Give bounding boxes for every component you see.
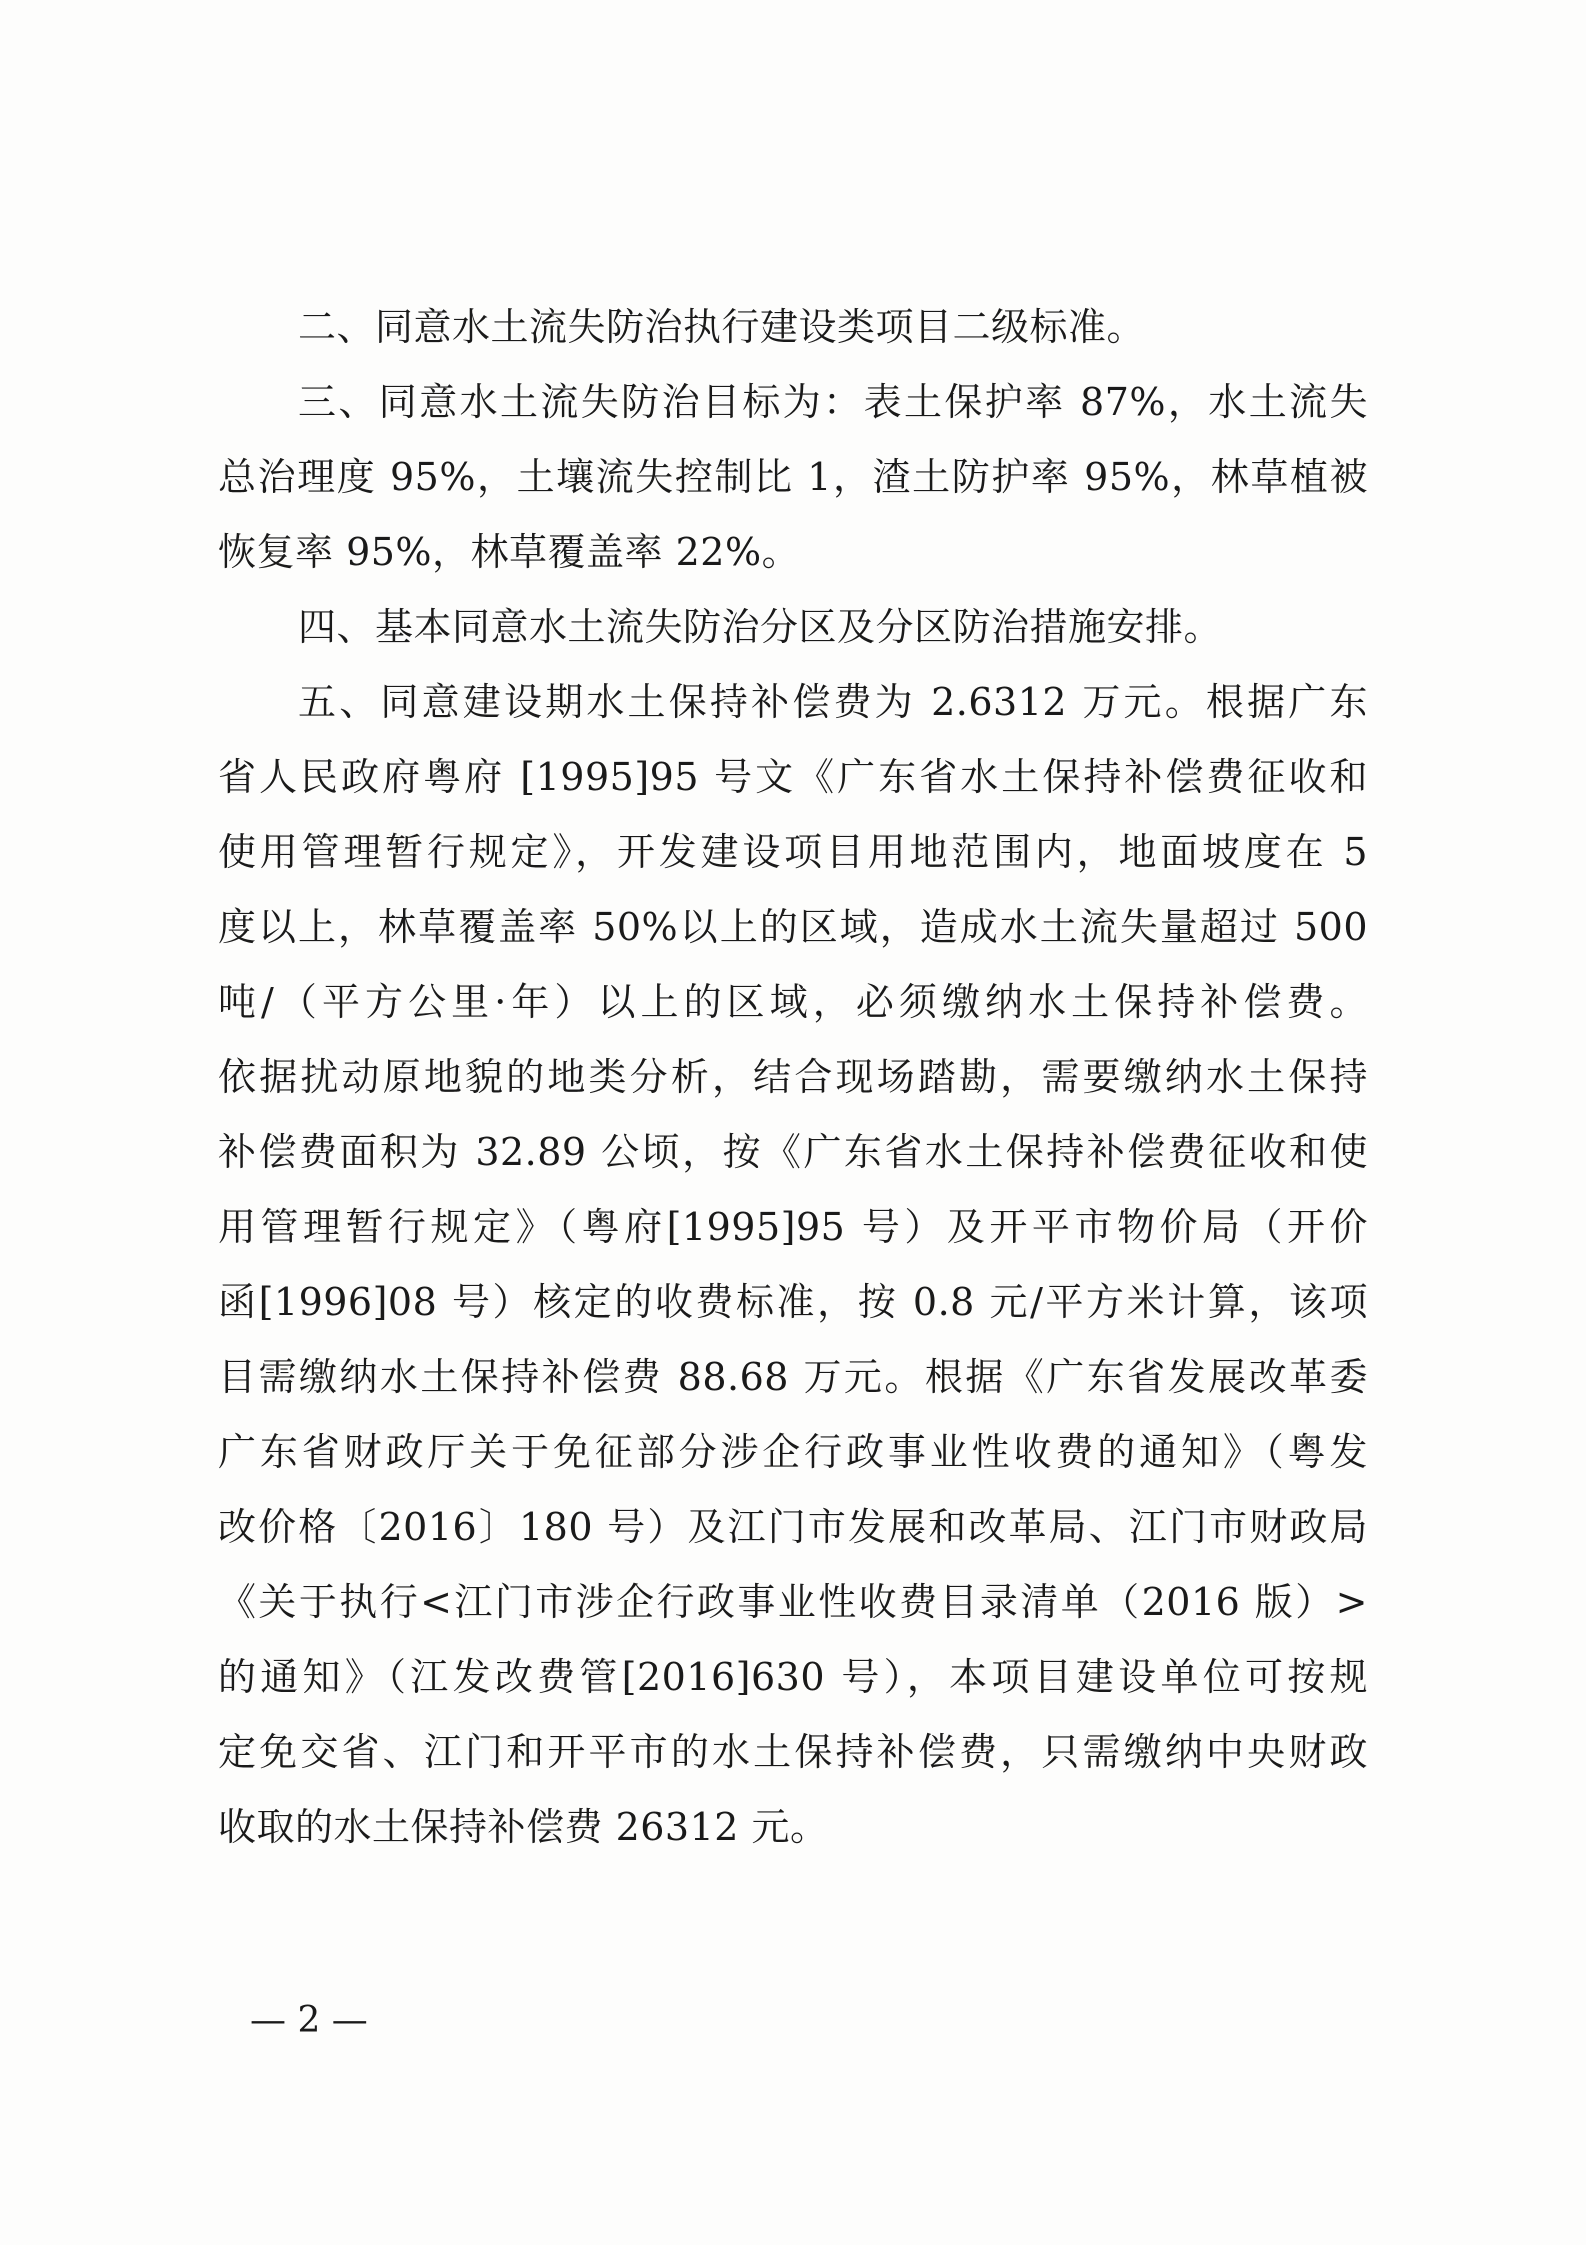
text-line: 吨/（平方公里·年）以上的区域，必须缴纳水土保持补偿费。 (218, 980, 1368, 1024)
text-line: 改价格〔2016〕180 号）及江门市发展和改革局、江门市财政局 (218, 1505, 1368, 1549)
text-line: 二、同意水土流失防治执行建设类项目二级标准。 (298, 305, 1146, 349)
text-line: 定免交省、江门和开平市的水土保持补偿费，只需缴纳中央财政 (218, 1730, 1368, 1774)
text-line: 五、同意建设期水土保持补偿费为 2.6312 万元。根据广东 (298, 680, 1368, 724)
text-line: 函[1996]08 号）核定的收费标准，按 0.8 元/平方米计算，该项 (218, 1280, 1368, 1324)
page-number: — 2 — (250, 2000, 368, 2041)
text-line: 收取的水土保持补偿费 26312 元。 (218, 1805, 829, 1849)
text-line: 依据扰动原地貌的地类分析，结合现场踏勘，需要缴纳水土保持 (218, 1055, 1368, 1099)
text-line: 《关于执行<江门市涉企行政事业性收费目录清单（2016 版）> (218, 1580, 1368, 1624)
text-line: 四、基本同意水土流失防治分区及分区防治措施安排。 (298, 605, 1223, 649)
text-line: 的通知》（江发改费管[2016]630 号），本项目建设单位可按规 (218, 1655, 1368, 1699)
text-line: 用管理暂行规定》（粤府[1995]95 号）及开平市物价局（开价 (218, 1205, 1368, 1249)
text-line: 广东省财政厅关于免征部分涉企行政事业性收费的通知》（粤发 (218, 1430, 1368, 1474)
text-line: 使用管理暂行规定》，开发建设项目用地范围内，地面坡度在 5 (218, 830, 1368, 874)
document-body (218, 290, 1368, 1865)
text-line: 总治理度 95%，土壤流失控制比 1，渣土防护率 95%，林草植被 (218, 455, 1368, 499)
text-line: 恢复率 95%，林草覆盖率 22%。 (218, 530, 801, 574)
text-line: 三、同意水土流失防治目标为：表土保护率 87%，水土流失 (298, 380, 1368, 424)
text-line: 补偿费面积为 32.89 公顷，按《广东省水土保持补偿费征收和使 (218, 1130, 1368, 1174)
text-line: 度以上，林草覆盖率 50%以上的区域，造成水土流失量超过 500 (218, 905, 1368, 949)
text-line: 目需缴纳水土保持补偿费 88.68 万元。根据《广东省发展改革委 (218, 1355, 1368, 1399)
text-line: 省人民政府粤府 [1995]95 号文《广东省水土保持补偿费征收和 (218, 755, 1368, 799)
